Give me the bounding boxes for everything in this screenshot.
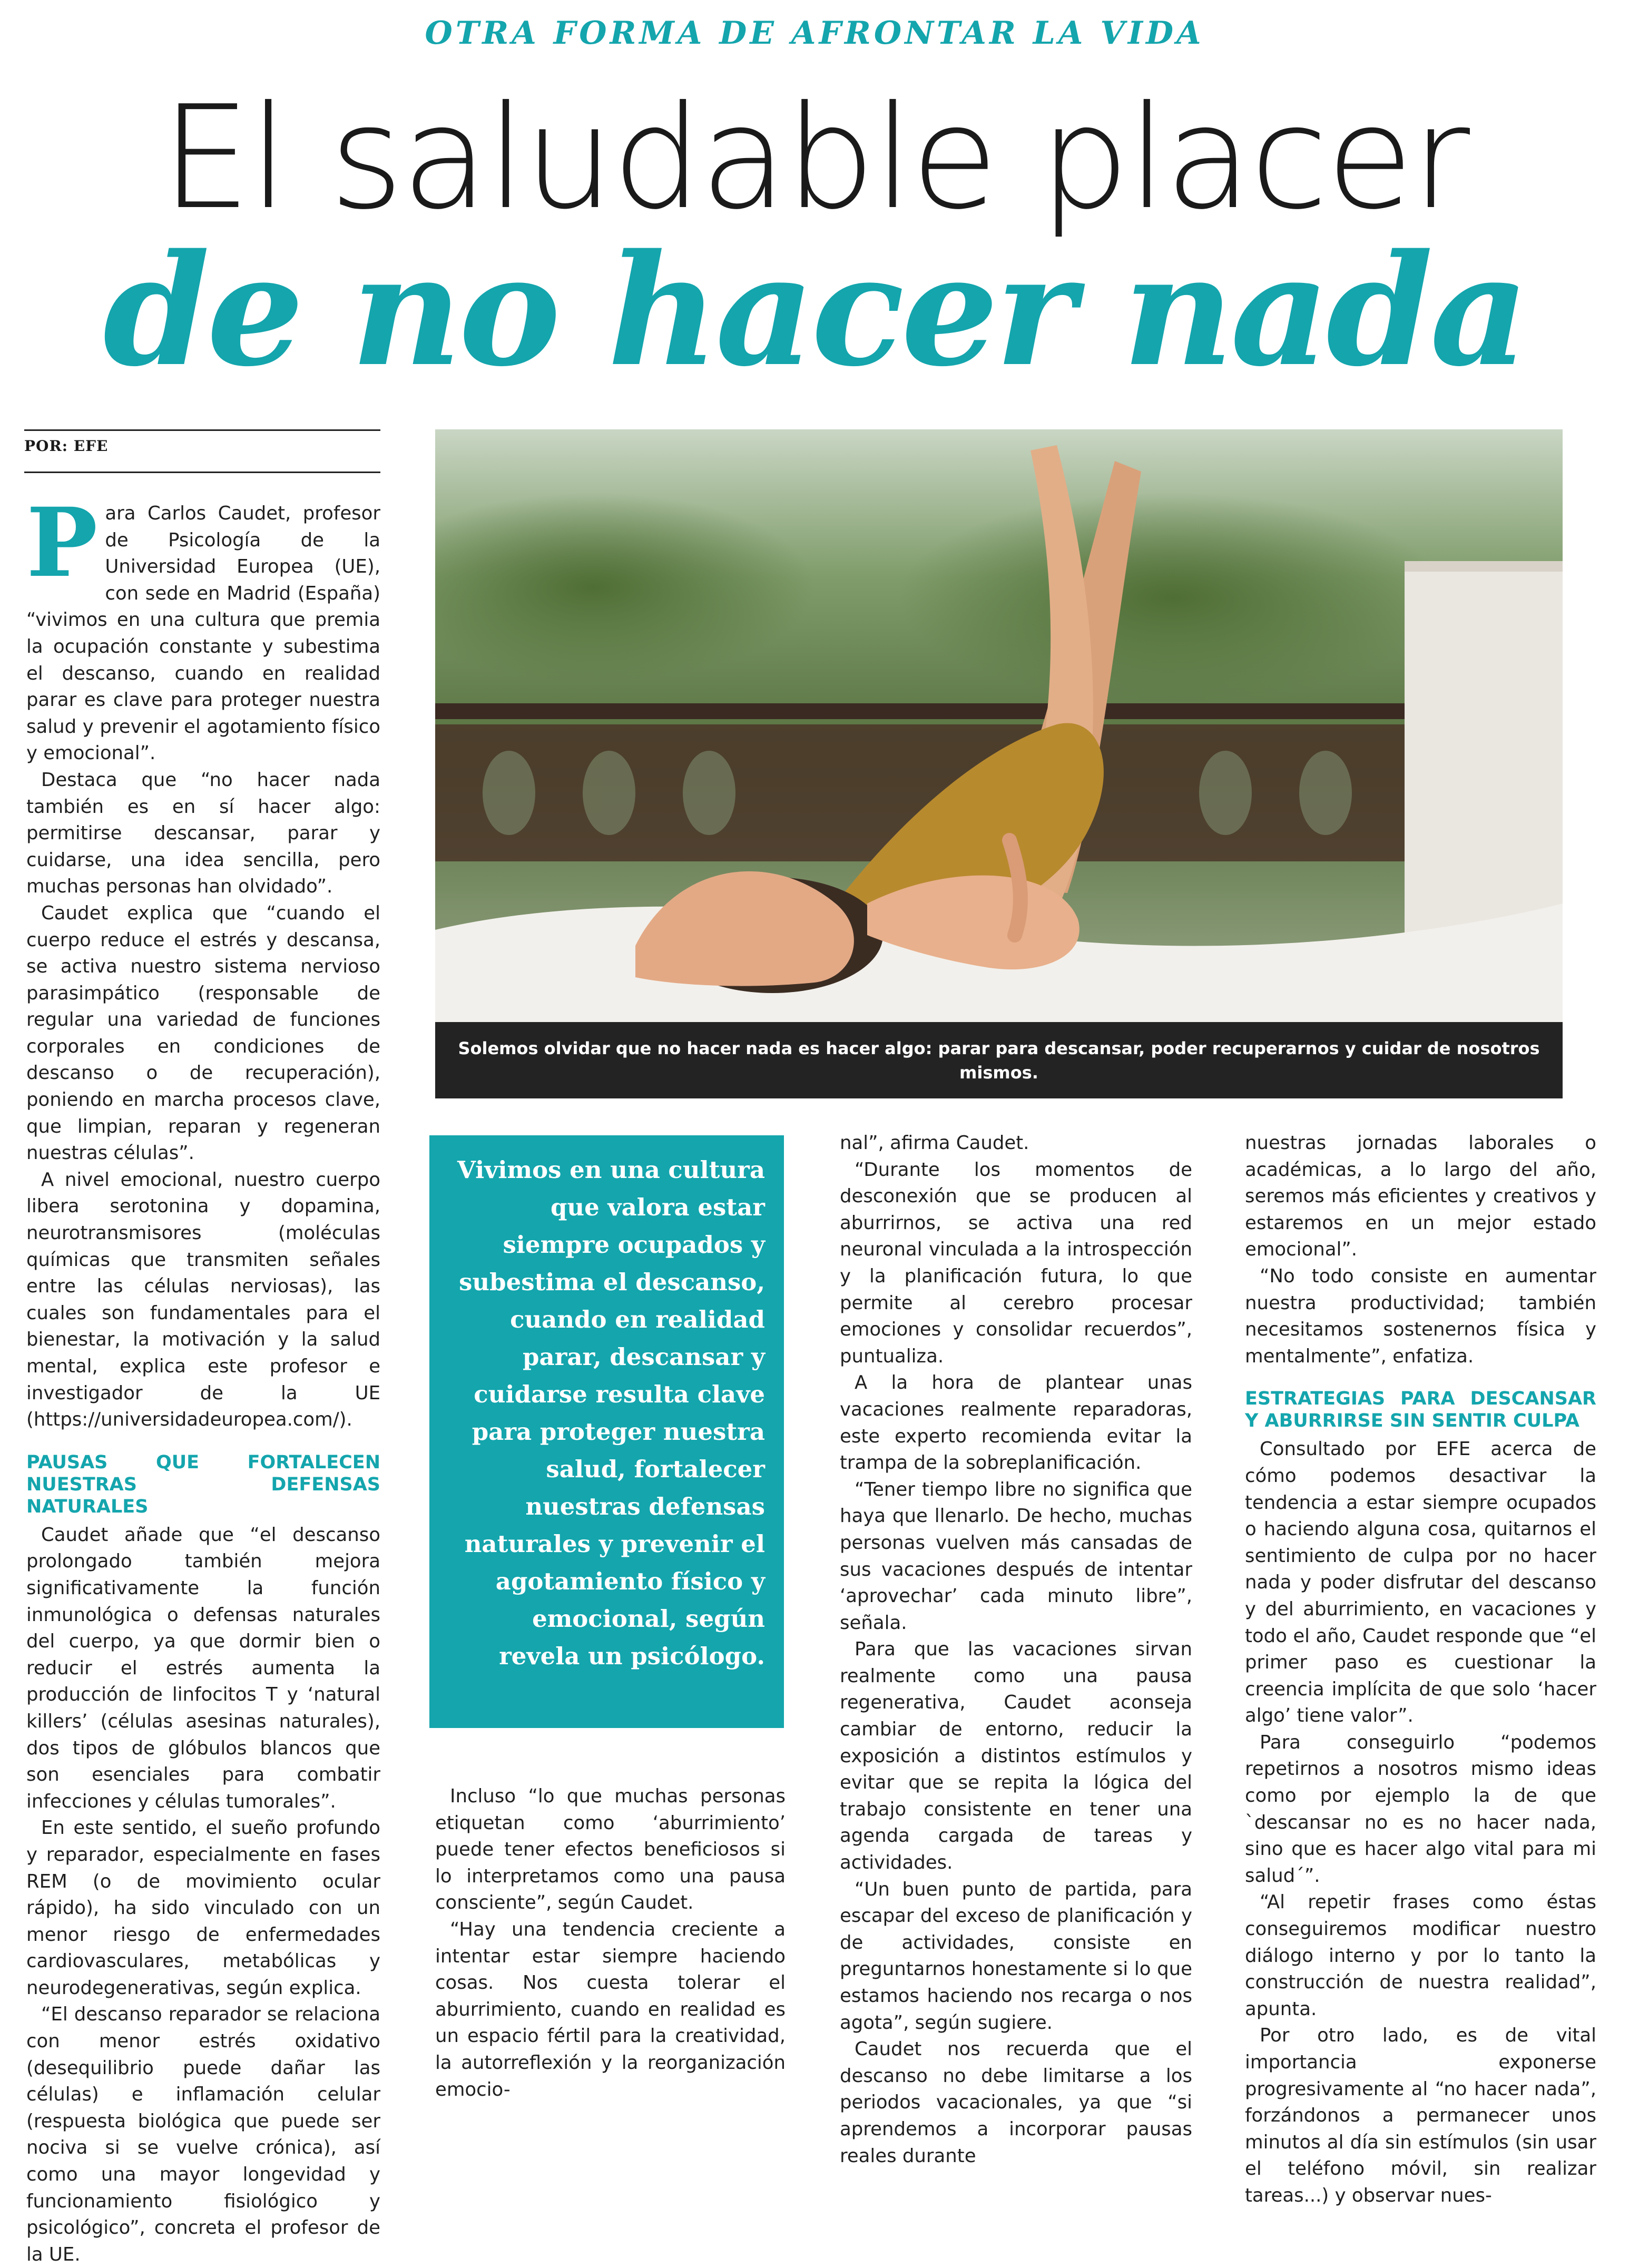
paragraph: “Hay una tendencia creciente a intentar estar siempre haciendo cosas. Nos cuesta tolerar el aburrimiento, cuando en realidad es un espacio fértil para la creatividad, la autorreflexión y la reorganización emocio-	[435, 1918, 786, 2100]
paragraph: “No todo consiste en aumentar nuestra productividad; también necesitamos sostenernos física y mentalmente”, enfatiza.	[1245, 1265, 1596, 1367]
paragraph: “Durante los momentos de desconexión que se producen al aburrirnos, se activa una red neuronal vinculada a la introspección y la planificación futura, lo que permite al cerebro procesar emociones y consolidar recuerdos”, puntualiza.	[840, 1158, 1192, 1367]
paragraph: nal”, afirma Caudet.	[840, 1132, 1029, 1154]
paragraph: Por otro lado, es de vital importancia exponerse progresivamente al “no hacer nada”, forzándonos a permanecer unos minutos al día sin estímulos (sin usar el teléfono móvil, sin realizar tareas...) y observar nues-	[1245, 2025, 1596, 2206]
section-kicker: OTRA FORMA DE AFRONTAR LA VIDA	[425, 15, 1204, 52]
subheading: ESTRATEGIAS PARA DESCANSAR Y ABURRIRSE SIN SENTIR CULPA	[1245, 1388, 1596, 1432]
relaxing-person-illustration	[435, 429, 1563, 1022]
paragraph: En este sentido, el sueño profundo y reparador, especialmente en fases REM (o de movimiento ocular rápido), ha sido vinculado con un menor riesgo de enfermedades cardiovasculares, metabólicas y neurodegenerativas, según explica.	[26, 1817, 380, 1999]
paragraph: A nivel emocional, nuestro cuerpo libera serotonina y dopamina, neurotransmisores (moléculas químicas que transmiten señales entre las células nerviosas), las cuales son fundamentales para el bienestar, la motivación y la salud mental, explica este profesor e investigador de la UE (https://universidadeuropea.com/).	[26, 1169, 380, 1431]
headline-line-2: de no hacer nada	[103, 221, 1526, 400]
drop-cap: P	[26, 487, 98, 598]
article-column-3	[840, 1130, 1192, 2169]
article-column-1	[26, 487, 380, 2268]
paragraph: Consultado por EFE acerca de cómo podemos desactivar la tendencia a estar siempre ocupados o haciendo alguna cosa, quitarnos el sentimiento de culpa por no hacer nada y poder disfrutar del descanso y del aburrimiento, en vacaciones y todo el año, Caudet responde que “el primer paso es cuestionar la creencia implícita de que solo ‘hacer algo’ tiene valor”.	[1245, 1438, 1596, 1727]
paragraph: Destaca que “no hacer nada también es en sí hacer algo: permitirse descansar, parar y cuidarse, una idea sencilla, pero muchas personas han olvidado”.	[26, 769, 380, 898]
byline: POR: EFE	[24, 437, 109, 455]
article-column-4	[1245, 1130, 1596, 2210]
paragraph: Para que las vacaciones sirvan realmente como una pausa regenerativa, Caudet aconseja cambiar de entorno, reducir la exposición a distintos estímulos y evitar que se repita la lógica del trabajo consistente en tener una agenda cargada de tareas y actividades.	[840, 1638, 1192, 1874]
article-column-2	[435, 1783, 786, 2103]
paragraph: Incluso “lo que muchas personas etiquetan como ‘aburrimiento’ puede tener efectos beneficiosos si lo interpretamos como una pausa consciente”, según Caudet.	[435, 1785, 786, 1914]
paragraph: Caudet explica que “cuando el cuerpo reduce el estrés y descansa, se activa nuestro sistema nervioso parasimpático (responsable de regular una variedad de funciones corporales en condiciones de descanso o de recuperación), poniendo en marcha procesos clave, que limpian, reparan y regeneran nuestras células”.	[26, 902, 380, 1164]
subheading: PAUSAS QUE FORTALECEN NUESTRAS DEFENSAS NATURALES	[26, 1451, 380, 1517]
paragraph: Para conseguirlo “podemos repetirnos a nosotros mismo ideas como por ejemplo la de que `descansar no es no hacer nada, sino que es hacer algo vital para mi salud´”.	[1245, 1731, 1596, 1887]
paragraph: Para Carlos Caudet, profesor de Psicología de la Universidad Europea (UE), con sede en Madrid (España) “vivimos en una cultura que premia la ocupación constante y subestima el descanso, cuando en realidad parar es clave para proteger nuestra salud y prevenir el agotamiento físico y emocional”.	[26, 487, 380, 764]
pull-quote: Vivimos en una cultura que valora estar siempre ocupados y subestima el descanso, cuando en realidad parar, descansar y cuidarse resulta clave para proteger nuestra salud, fortalecer nuestras defensas naturales y prevenir el agotamiento físico y emocional, según revela un psicólogo.	[429, 1135, 784, 1728]
headline-line-1: El saludable placer	[161, 75, 1468, 241]
paragraph: Caudet añade que “el descanso prolongado también mejora significativamente la función inmunológica o defensas naturales del cuerpo, ya que dormir bien o reducir el estrés aumenta la producción de linfocitos T y ‘natural killers’ (células asesinas naturales), dos tipos de glóbulos blancos que son esenciales para combatir infecciones y células tumorales”.	[26, 1524, 380, 1812]
byline-bottom-rule	[24, 472, 380, 473]
article-photo	[435, 429, 1563, 1022]
paragraph: A la hora de plantear unas vacaciones realmente reparadoras, este experto recomienda evitar la trampa de la sobreplanificación.	[840, 1372, 1192, 1474]
paragraph: “Al repetir frases como éstas conseguiremos modificar nuestro diálogo interno y por lo tanto la construcción de nuestra realidad”, apunta.	[1245, 1891, 1596, 2020]
byline-top-rule	[24, 429, 380, 431]
paragraph: nuestras jornadas laborales o académicas, a lo largo del año, seremos más eficientes y creativos y estaremos en un mejor estado emocional”.	[1245, 1132, 1596, 1261]
paragraph: Caudet nos recuerda que el descanso no debe limitarse a los periodos vacacionales, ya que “si aprendemos a incorporar pausas reales durante	[840, 2038, 1192, 2167]
photo-caption: Solemos olvidar que no hacer nada es hacer algo: parar para descansar, poder recuperarnos y cuidar de nosotros mismos.	[435, 1022, 1563, 1098]
paragraph: “Un buen punto de partida, para escapar del exceso de planificación y de actividades, consiste en preguntarnos honestamente si lo que estamos haciendo nos recarga o nos agota”, según sugiere.	[840, 1878, 1192, 2034]
paragraph: “Tener tiempo libre no significa que haya que llenarlo. De hecho, muchas personas vuelven más cansadas de sus vacaciones después de intentar ‘aprovechar’ cada minuto libre”, señala.	[840, 1478, 1192, 1634]
paragraph: “El descanso reparador se relaciona con menor estrés oxidativo (desequilibrio puede dañar las células) e inflamación celular (respuesta biológica que puede ser nociva si se vuelve crónica), así como una mayor longevidad y funcionamiento fisiológico y psicológico”, concreta el profesor de la UE.	[26, 2004, 380, 2265]
